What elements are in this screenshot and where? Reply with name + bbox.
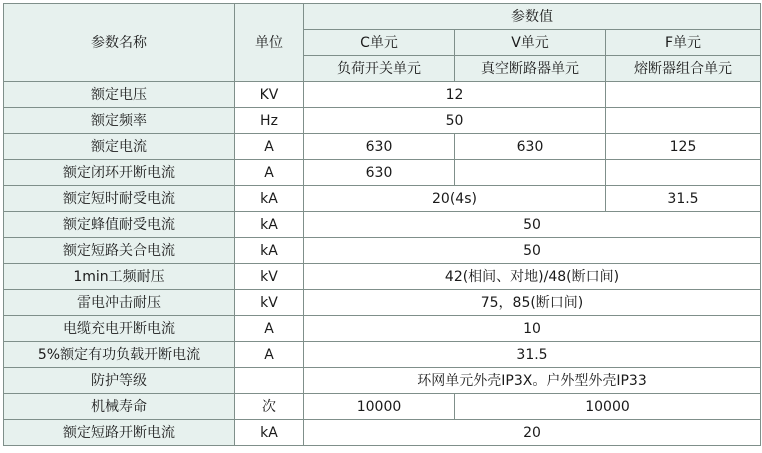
value-cell-empty — [606, 160, 761, 186]
value-cell-c: 630 — [304, 160, 455, 186]
param-name-cell: 1min工频耐压 — [4, 264, 235, 290]
header-param-name: 参数名称 — [4, 4, 235, 82]
header-unit: 单位 — [235, 4, 304, 82]
table-row — [4, 290, 761, 316]
header-row — [4, 4, 761, 30]
value-cell: 31.5 — [304, 342, 761, 368]
header-c-desc: 负荷开关单元 — [304, 56, 455, 82]
value-cell: 42(相间、对地)/48(断口间) — [304, 264, 761, 290]
value-cell-c: 10000 — [304, 394, 455, 420]
value-cell: 50 — [304, 108, 606, 134]
unit-cell: 次 — [235, 394, 304, 420]
param-name-cell: 额定蜂值耐受电流 — [4, 212, 235, 238]
header-param-value: 参数值 — [304, 4, 761, 30]
value-cell-empty — [606, 108, 761, 134]
unit-cell — [235, 368, 304, 394]
value-cell-v: 630 — [455, 134, 606, 160]
header-v-desc: 真空断路器单元 — [455, 56, 606, 82]
table-row — [4, 238, 761, 264]
value-cell: 10 — [304, 316, 761, 342]
unit-cell: kV — [235, 264, 304, 290]
param-name-cell: 额定电流 — [4, 134, 235, 160]
value-cell-vf: 10000 — [455, 394, 761, 420]
value-cell: 12 — [304, 82, 606, 108]
param-name-cell: 额定频率 — [4, 108, 235, 134]
table-row — [4, 394, 761, 420]
param-name-cell: 机械寿命 — [4, 394, 235, 420]
unit-cell: kV — [235, 290, 304, 316]
unit-cell: kA — [235, 238, 304, 264]
unit-cell: A — [235, 134, 304, 160]
value-cell: 75，85(断口间) — [304, 290, 761, 316]
header-f-unit: F单元 — [606, 30, 761, 56]
param-name-cell: 额定闭环开断电流 — [4, 160, 235, 186]
param-name-cell: 雷电冲击耐压 — [4, 290, 235, 316]
table-row — [4, 420, 761, 446]
table-row — [4, 160, 761, 186]
unit-cell: kA — [235, 186, 304, 212]
unit-cell: kA — [235, 420, 304, 446]
table-row — [4, 108, 761, 134]
table-row — [4, 212, 761, 238]
header-c-unit: C单元 — [304, 30, 455, 56]
header-f-desc: 熔断器组合单元 — [606, 56, 761, 82]
value-cell-c: 630 — [304, 134, 455, 160]
table-row — [4, 264, 761, 290]
table-row — [4, 316, 761, 342]
unit-cell: A — [235, 160, 304, 186]
param-name-cell: 额定短时耐受电流 — [4, 186, 235, 212]
unit-cell: A — [235, 316, 304, 342]
table-row — [4, 186, 761, 212]
value-cell-f: 125 — [606, 134, 761, 160]
value-cell: 环网单元外壳IP3X。户外型外壳IP33 — [304, 368, 761, 394]
value-cell-empty — [455, 160, 606, 186]
value-cell: 20 — [304, 420, 761, 446]
unit-cell: A — [235, 342, 304, 368]
header-v-unit: V单元 — [455, 30, 606, 56]
param-name-cell: 额定短路关合电流 — [4, 238, 235, 264]
table-row — [4, 342, 761, 368]
table-row — [4, 82, 761, 108]
unit-cell: Hz — [235, 108, 304, 134]
param-name-cell: 电缆充电开断电流 — [4, 316, 235, 342]
unit-cell: KV — [235, 82, 304, 108]
value-cell-empty — [606, 82, 761, 108]
unit-cell: kA — [235, 212, 304, 238]
value-cell-cv: 20(4s) — [304, 186, 606, 212]
value-cell: 50 — [304, 212, 761, 238]
param-name-cell: 额定短路开断电流 — [4, 420, 235, 446]
parameter-table — [3, 3, 761, 446]
value-cell: 50 — [304, 238, 761, 264]
param-name-cell: 防护等级 — [4, 368, 235, 394]
table-row — [4, 368, 761, 394]
value-cell-f: 31.5 — [606, 186, 761, 212]
table-row — [4, 134, 761, 160]
param-name-cell: 额定电压 — [4, 82, 235, 108]
param-name-cell: 5%额定有功负载开断电流 — [4, 342, 235, 368]
